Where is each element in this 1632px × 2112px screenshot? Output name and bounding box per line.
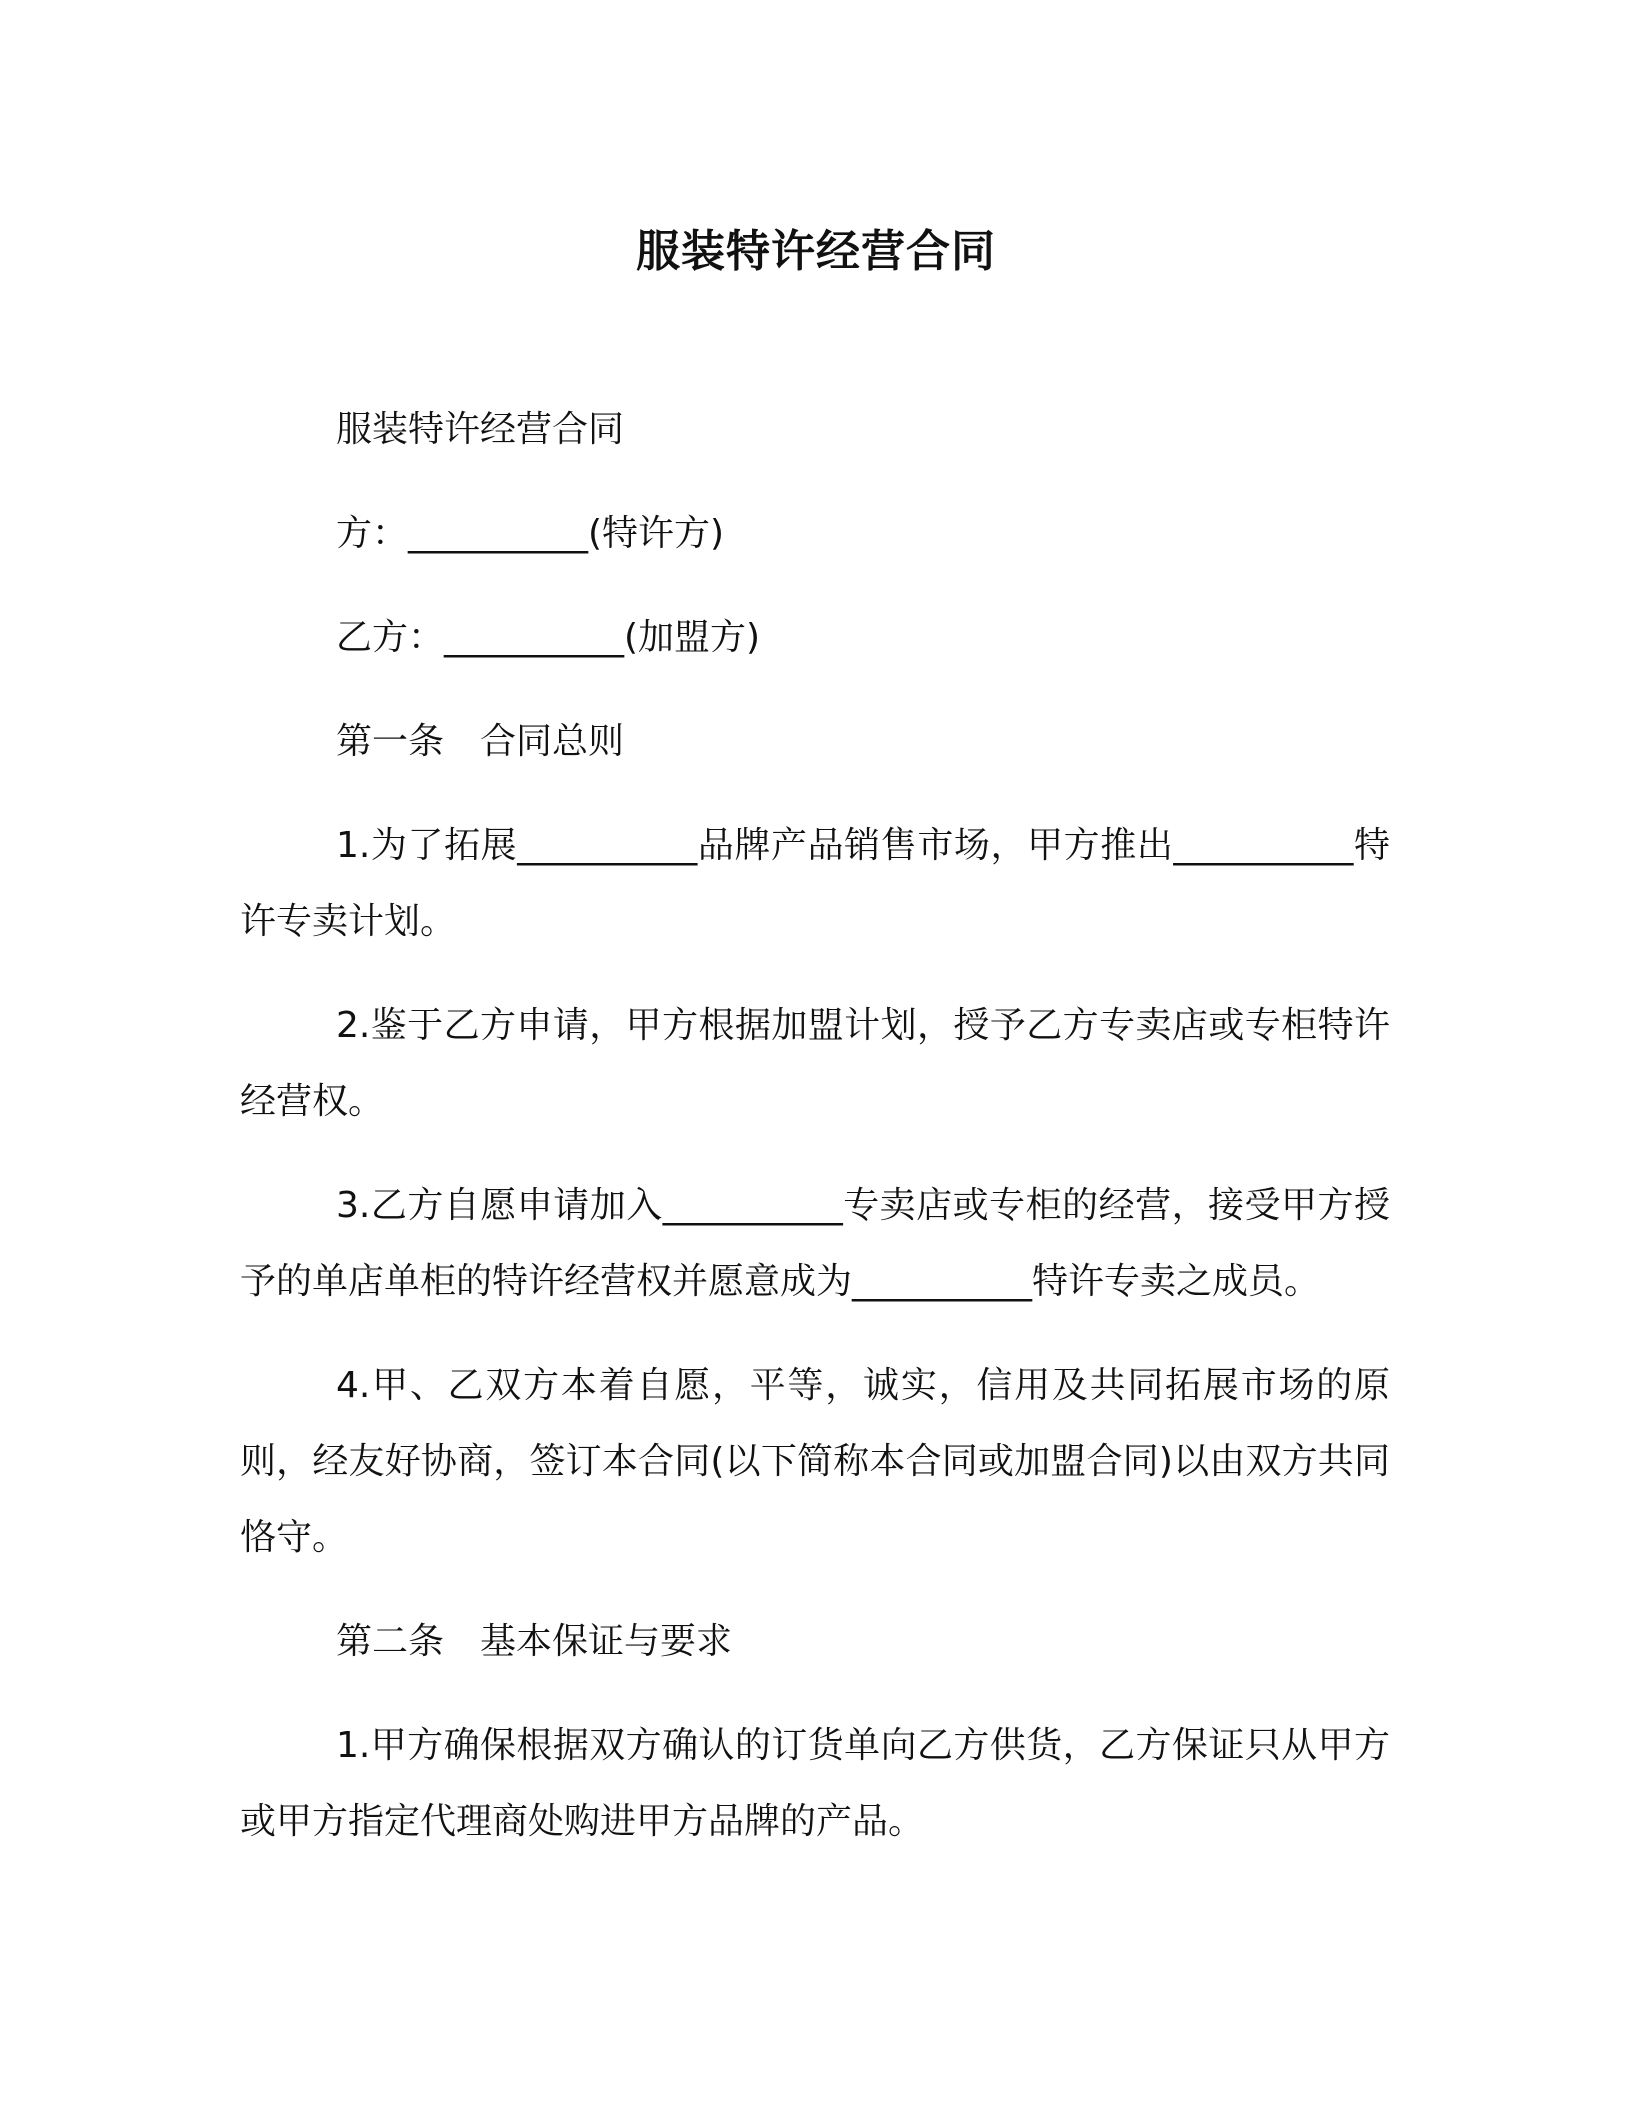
article-2-clause-1: 1.甲方确保根据双方确认的订货单向乙方供货，乙方保证只从甲方或甲方指定代理商处购进甲方品牌的产品。 xyxy=(240,1725,1390,1842)
document-title: 服装特许经营合同 xyxy=(636,226,996,277)
article-1-clause-4: 4.甲、乙双方本着自愿，平等，诚实，信用及共同拓展市场的原则，经友好协商，签订本合同(以下简称本合同或加盟合同)以由双方共同恪守。 xyxy=(240,1365,1390,1558)
subtitle-paragraph: 服装特许经营合同 xyxy=(336,409,625,450)
article-2-heading: 第二条 基本保证与要求 xyxy=(336,1621,733,1662)
article-1-clause-1: 1.为了拓展__________品牌产品销售市场，甲方推出__________特许专卖计划。 xyxy=(240,825,1390,942)
article-1-clause-3: 3.乙方自愿申请加入__________专卖店或专柜的经营，接受甲方授予的单店单柜的特许经营权并愿意成为__________特许专卖之成员。 xyxy=(240,1185,1390,1302)
party-a-line: 方：__________(特许方) xyxy=(336,513,725,554)
document-body xyxy=(240,392,1390,1888)
article-1-clause-2: 2.鉴于乙方申请，甲方根据加盟计划，授予乙方专卖店或专柜特许经营权。 xyxy=(240,1005,1390,1122)
party-b-line: 乙方：__________(加盟方) xyxy=(336,617,761,658)
article-1-heading: 第一条 合同总则 xyxy=(336,721,625,762)
